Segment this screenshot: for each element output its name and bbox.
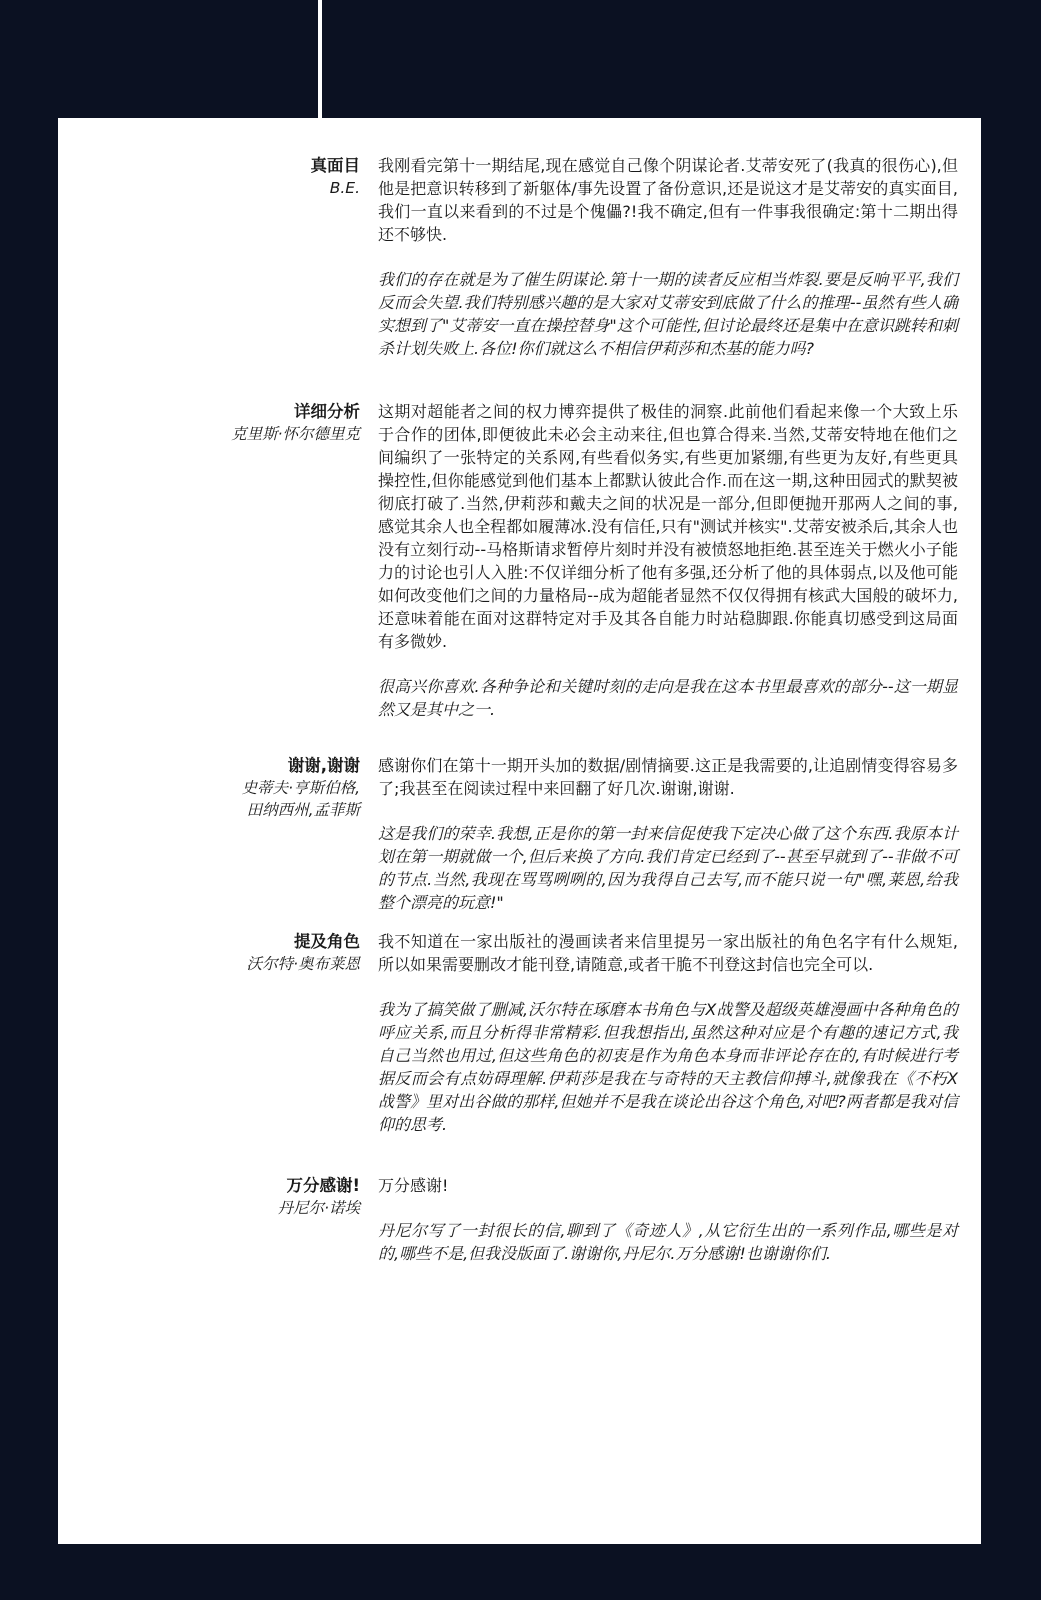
letter-title: 提及角色	[294, 932, 360, 951]
letter-body	[378, 930, 958, 1158]
letter-header	[58, 1174, 360, 1219]
letter-author: 沃尔特·奥布莱恩	[246, 955, 360, 973]
letter-author: 克里斯·怀尔德里克	[231, 425, 360, 443]
letter-title: 谢谢,谢谢	[287, 756, 360, 775]
editor-reply: 很高兴你喜欢.各种争论和关键时刻的走向是我在这本书里最喜欢的部分--这一期显然又是其中之一.	[378, 677, 958, 719]
letter-body	[378, 154, 958, 382]
letter-title: 万分感谢!	[286, 1176, 360, 1195]
panel-border-line	[318, 0, 322, 118]
letter-header	[58, 154, 360, 199]
letter-title: 真面目	[310, 156, 360, 175]
editor-reply: 我为了搞笑做了删减,沃尔特在琢磨本书角色与X战警及超级英雄漫画中各种角色的呼应关系,而且分析得非常精彩.但我想指出,虽然这种对应是个有趣的速记方式,我自己当然也用过,但这些角色的初衷是作为角色本身而非评论存在的,有时候进行考据反而会有点妨碍理解.伊莉莎是我在与奇特的天主教信仰搏斗,就像我在《不朽X战警》里对出谷做的那样,但她并不是我在谈论出谷这个角色,对吧?两者都是我对信仰的思考.	[378, 1000, 958, 1134]
editor-reply: 我们的存在就是为了催生阴谋论.第十一期的读者反应相当炸裂.要是反响平平,我们反而会失望.我们特别感兴趣的是大家对艾蒂安到底做了什么的推理--虽然有些人确实想到了"艾蒂安一直在操控替身"这个可能性,但讨论最终还是集中在意识跳转和刺杀计划失败上.各位!你们就这么不相信伊莉莎和杰基的能力吗?	[378, 270, 958, 358]
editor-reply: 这是我们的荣幸.我想,正是你的第一封来信促使我下定决心做了这个东西.我原本计划在第一期就做一个,但后来换了方向.我们肯定已经到了--甚至早就到了--非做不可的节点.当然,我现在骂骂咧咧的,因为我得自己去写,而不能只说一句"嘿,莱恩,给我整个漂亮的玩意!"	[378, 824, 958, 912]
letter-author-location: 田纳西州,孟菲斯	[246, 801, 360, 819]
letter-header	[58, 400, 360, 445]
letter-author: 丹尼尔·诺埃	[277, 1199, 360, 1217]
letter-author: B.E.	[329, 179, 360, 197]
letter-text: 我不知道在一家出版社的漫画读者来信里提另一家出版社的角色名字有什么规矩,所以如果需要删改才能刊登,请随意,或者干脆不刊登这封信也完全可以.	[378, 932, 958, 974]
letter-text: 我刚看完第十一期结尾,现在感觉自己像个阴谋论者.艾蒂安死了(我真的很伤心),但他是把意识转移到了新躯体/事先设置了备份意识,还是说这才是艾蒂安的真实面目,我们一直以来看到的不过是个傀儡?!我不确定,但有一件事我很确定:第十二期出得还不够快.	[378, 156, 958, 244]
letter-header	[58, 930, 360, 975]
letter-author: 史蒂夫·亨斯伯格,	[241, 779, 360, 797]
letter-body	[378, 400, 958, 743]
letter-text: 感谢你们在第十一期开头加的数据/剧情摘要.这正是我需要的,让追剧情变得容易多了;我甚至在阅读过程中来回翻了好几次.谢谢,谢谢.	[378, 756, 958, 798]
letter-title: 详细分析	[294, 402, 360, 421]
letter-text: 万分感谢!	[378, 1176, 449, 1195]
letters-page	[58, 118, 981, 1544]
letter-header	[58, 754, 360, 821]
letter-body	[378, 754, 958, 936]
letter-body	[378, 1174, 958, 1287]
editor-reply: 丹尼尔写了一封很长的信,聊到了《奇迹人》,从它衍生出的一系列作品,哪些是对的,哪些不是,但我没版面了.谢谢你,丹尼尔.万分感谢!也谢谢你们.	[378, 1221, 958, 1263]
letter-text: 这期对超能者之间的权力博弈提供了极佳的洞察.此前他们看起来像一个大致上乐于合作的团体,即便彼此未必会主动来往,但也算合得来.当然,艾蒂安特地在他们之间编织了一张特定的关系网,有些看似务实,有些更加紧绷,有些更为友好,有些更具操控性,但你能感觉到他们基本上都默认彼此合作.而在这一期,这种田园式的默契被彻底打破了.当然,伊莉莎和戴夫之间的状况是一部分,但即便抛开那两人之间的事,感觉其余人也全程都如履薄冰.没有信任,只有"测试并核实".艾蒂安被杀后,其余人也没有立刻行动--马格斯请求暂停片刻时并没有被愤怒地拒绝.甚至连关于燃火小子能力的讨论也引人入胜:不仅详细分析了他有多强,还分析了他的具体弱点,以及他可能如何改变他们之间的力量格局--成为超能者显然不仅仅得拥有核武大国般的破坏力,还意味着能在面对这群特定对手及其各自能力时站稳脚跟.你能真切感受到这局面有多微妙.	[378, 402, 958, 651]
